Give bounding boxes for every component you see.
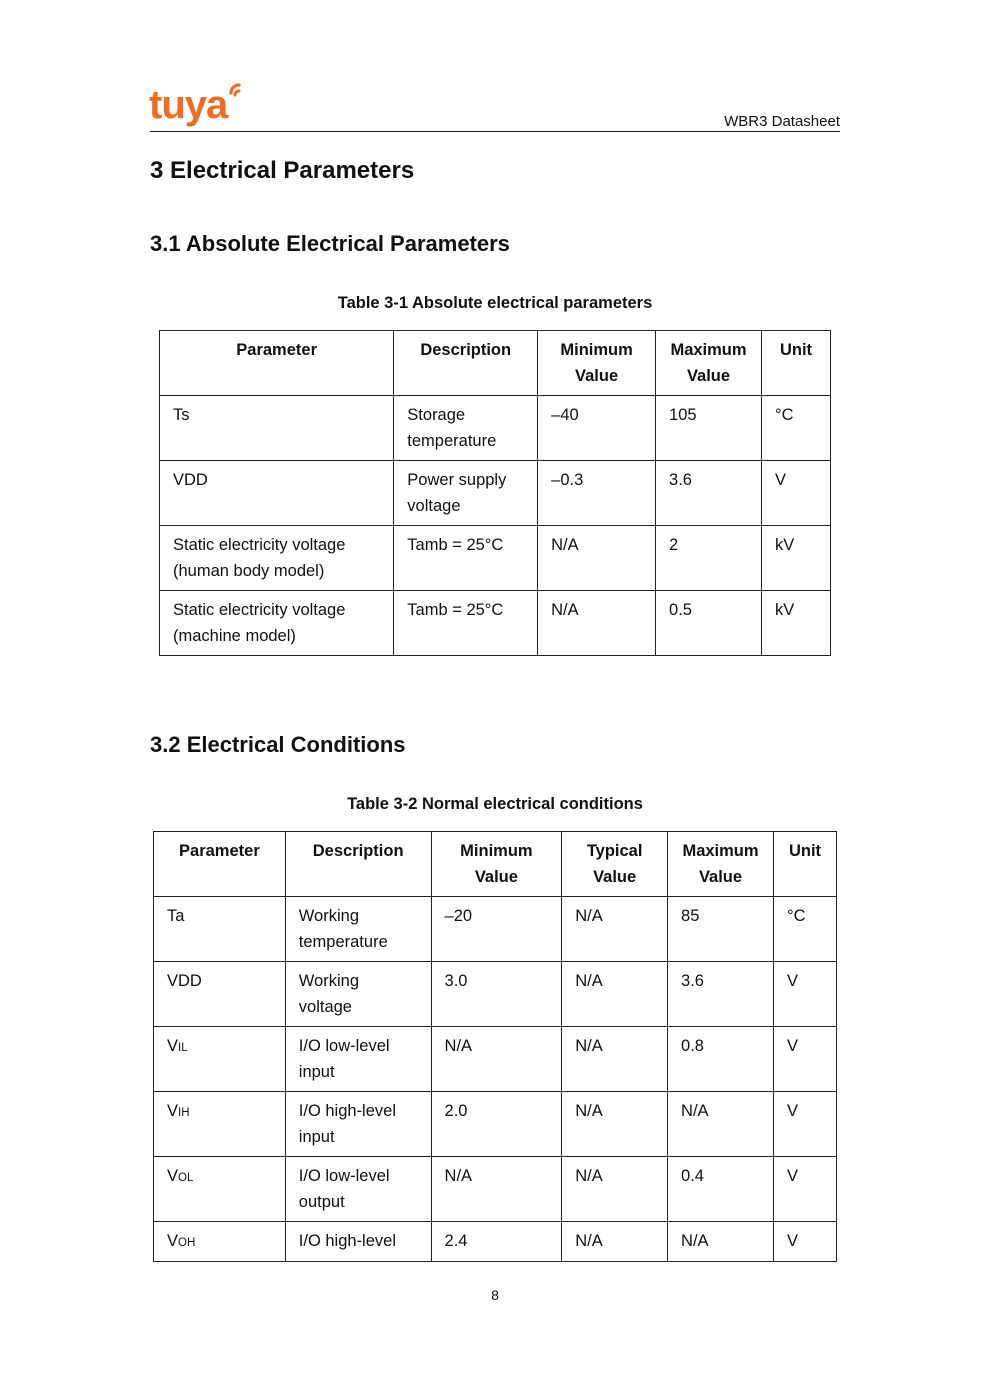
table-row	[160, 396, 831, 461]
table-header-row	[154, 832, 837, 897]
cell-minimum: 2.4	[431, 1222, 562, 1262]
cell-parameter: VDD	[154, 962, 286, 1027]
header-parameter: Parameter	[154, 832, 286, 897]
cell-minimum: N/A	[538, 526, 656, 591]
header-unit: Unit	[762, 331, 831, 396]
cell-unit: V	[774, 1027, 837, 1092]
cell-minimum: N/A	[431, 1157, 562, 1222]
cell-parameter: Static electricity voltage (human body model)	[160, 526, 394, 591]
table-row	[154, 962, 837, 1027]
cell-minimum: N/A	[538, 591, 656, 656]
table-header-row	[160, 331, 831, 396]
cell-unit: V	[774, 1157, 837, 1222]
cell-description: Power supply voltage	[394, 461, 538, 526]
cell-maximum: 0.5	[656, 591, 762, 656]
absolute-parameters-table	[159, 330, 831, 656]
cell-unit: V	[774, 962, 837, 1027]
header-unit: Unit	[774, 832, 837, 897]
cell-unit: V	[762, 461, 831, 526]
cell-parameter: VOL	[154, 1157, 286, 1222]
cell-maximum: 3.6	[656, 461, 762, 526]
cell-minimum: –0.3	[538, 461, 656, 526]
cell-parameter: VOH	[154, 1222, 286, 1262]
header-minimum: Minimum Value	[538, 331, 656, 396]
cell-description: Tamb = 25°C	[394, 526, 538, 591]
cell-unit: V	[774, 1222, 837, 1262]
header-parameter: Parameter	[160, 331, 394, 396]
chapter-title: 3 Electrical Parameters	[150, 157, 415, 184]
cell-typical: N/A	[562, 1157, 668, 1222]
cell-unit: kV	[762, 591, 831, 656]
header-minimum: Minimum Value	[431, 832, 562, 897]
cell-unit: °C	[762, 396, 831, 461]
cell-parameter: Ts	[160, 396, 394, 461]
table-row	[160, 526, 831, 591]
cell-unit: V	[774, 1092, 837, 1157]
svg-text:tuya: tuya	[149, 83, 228, 127]
electrical-conditions-table	[153, 831, 837, 1262]
table-row	[154, 897, 837, 962]
cell-unit: kV	[762, 526, 831, 591]
cell-description: Working voltage	[285, 962, 431, 1027]
cell-typical: N/A	[562, 1222, 668, 1262]
tuya-logo	[149, 80, 253, 132]
cell-maximum: 85	[668, 897, 774, 962]
cell-parameter: Ta	[154, 897, 286, 962]
cell-typical: N/A	[562, 962, 668, 1027]
header-maximum: Maximum Value	[668, 832, 774, 897]
header-typical: Typical Value	[562, 832, 668, 897]
cell-description: Working temperature	[285, 897, 431, 962]
cell-parameter: VIH	[154, 1092, 286, 1157]
cell-minimum: 3.0	[431, 962, 562, 1027]
cell-typical: N/A	[562, 1092, 668, 1157]
section-3-1-title: 3.1 Absolute Electrical Parameters	[150, 231, 510, 256]
document-name: WBR3 Datasheet	[724, 113, 840, 130]
cell-maximum: 0.4	[668, 1157, 774, 1222]
cell-description: Tamb = 25°C	[394, 591, 538, 656]
table-3-2-caption: Table 3-2 Normal electrical conditions	[347, 795, 643, 813]
cell-minimum: 2.0	[431, 1092, 562, 1157]
cell-description: Storage temperature	[394, 396, 538, 461]
section-3-2-title: 3.2 Electrical Conditions	[150, 732, 406, 757]
table-row	[160, 461, 831, 526]
cell-typical: N/A	[562, 897, 668, 962]
header-description: Description	[285, 832, 431, 897]
cell-description: I/O low-level output	[285, 1157, 431, 1222]
cell-maximum: 3.6	[668, 962, 774, 1027]
cell-description: I/O high-level	[285, 1222, 431, 1262]
cell-typical: N/A	[562, 1027, 668, 1092]
table-row	[154, 1157, 837, 1222]
header-divider	[150, 131, 840, 132]
cell-description: I/O low-level input	[285, 1027, 431, 1092]
table-row	[154, 1092, 837, 1157]
tuya-logo-graphic	[149, 80, 253, 132]
cell-unit: °C	[774, 897, 837, 962]
cell-minimum: N/A	[431, 1027, 562, 1092]
cell-maximum: N/A	[668, 1222, 774, 1262]
page-number: 8	[491, 1287, 499, 1303]
header-maximum: Maximum Value	[656, 331, 762, 396]
table-row	[160, 591, 831, 656]
table-row	[154, 1222, 837, 1262]
cell-maximum: N/A	[668, 1092, 774, 1157]
cell-parameter: Static electricity voltage (machine model)	[160, 591, 394, 656]
cell-minimum: –20	[431, 897, 562, 962]
cell-maximum: 2	[656, 526, 762, 591]
cell-minimum: –40	[538, 396, 656, 461]
cell-maximum: 105	[656, 396, 762, 461]
table-row	[154, 1027, 837, 1092]
table-3-1-caption: Table 3-1 Absolute electrical parameters	[337, 294, 653, 312]
cell-maximum: 0.8	[668, 1027, 774, 1092]
cell-description: I/O high-level input	[285, 1092, 431, 1157]
header-description: Description	[394, 331, 538, 396]
cell-parameter: VDD	[160, 461, 394, 526]
cell-parameter: VIL	[154, 1027, 286, 1092]
